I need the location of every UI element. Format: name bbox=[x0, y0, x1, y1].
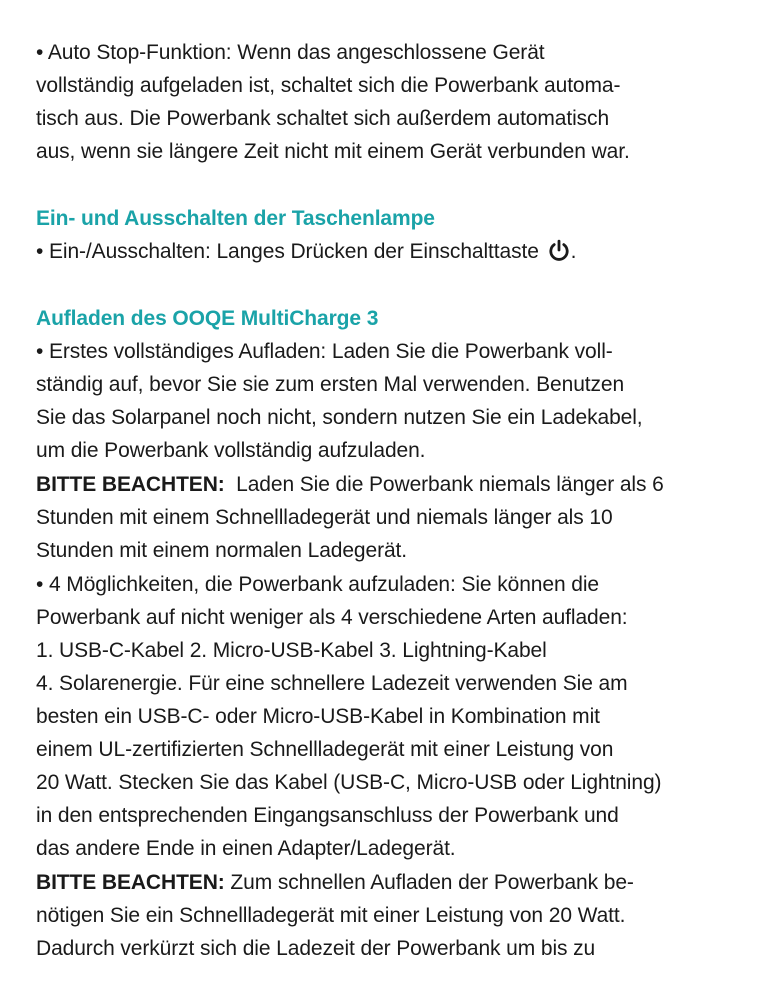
note-2-label: BITTE BEACHTEN: bbox=[36, 871, 225, 894]
first-charge-line: Sie das Solarpanel noch nicht, sondern nutzen Sie ein Ladekabel, bbox=[36, 406, 643, 429]
note-1-text: Laden Sie die Powerbank niemals länger als 6 bbox=[224, 473, 664, 496]
note-2-continuation: nötigen Sie ein Schnellladegerät mit einer Leistung von 20 Watt. bbox=[36, 904, 626, 927]
options-line: Powerbank auf nicht weniger als 4 verschiedene Arten aufladen: bbox=[36, 606, 628, 629]
auto-stop-line: tisch aus. Die Powerbank schaltet sich außerdem automatisch bbox=[36, 107, 610, 130]
note-2-text: Zum schnellen Aufladen der Powerbank be- bbox=[224, 871, 634, 894]
options-line: einem UL-zertifizierten Schnellladegerät mit einer Leistung von bbox=[36, 738, 614, 761]
note-1-line bbox=[36, 468, 664, 501]
flashlight-heading: Ein- und Ausschalten der Taschenlampe bbox=[36, 207, 435, 230]
first-charge-line: um die Powerbank vollständig aufzuladen. bbox=[36, 439, 426, 462]
note-1-continuation: Stunden mit einem normalen Ladegerät. bbox=[36, 539, 408, 562]
flashlight-line-end: . bbox=[570, 240, 577, 263]
options-line: 4. Solarenergie. Für eine schnellere Ladezeit verwenden Sie am bbox=[36, 672, 628, 695]
options-line: 20 Watt. Stecken Sie das Kabel (USB-C, Micro-USB oder Lightning) bbox=[36, 771, 662, 794]
flashlight-line-text: • Ein-/Ausschalten: Langes Drücken der Einschalttaste bbox=[36, 240, 539, 263]
note-2-line bbox=[36, 866, 634, 899]
note-1-continuation: Stunden mit einem Schnellladegerät und niemals länger als 10 bbox=[36, 506, 613, 529]
charging-heading: Aufladen des OOQE MultiCharge 3 bbox=[36, 307, 379, 330]
options-line: in den entsprechenden Eingangsanschluss der Powerbank und bbox=[36, 804, 619, 827]
auto-stop-line: • Auto Stop-Funktion: Wenn das angeschlossene Gerät bbox=[36, 41, 545, 64]
options-line: das andere Ende in einen Adapter/Ladegerät. bbox=[36, 837, 456, 860]
power-icon bbox=[547, 239, 571, 263]
note-2-continuation: Dadurch verkürzt sich die Ladezeit der Powerbank um bis zu bbox=[36, 937, 596, 960]
auto-stop-line: vollständig aufgeladen ist, schaltet sich die Powerbank automa- bbox=[36, 74, 621, 97]
options-line: • 4 Möglichkeiten, die Powerbank aufzuladen: Sie können die bbox=[36, 573, 599, 596]
first-charge-line: ständig auf, bevor Sie sie zum ersten Mal verwenden. Benutzen bbox=[36, 373, 625, 396]
options-line: besten ein USB-C- oder Micro-USB-Kabel in Kombination mit bbox=[36, 705, 600, 728]
note-1-label: BITTE BEACHTEN: bbox=[36, 473, 225, 496]
options-line: 1. USB-C-Kabel 2. Micro-USB-Kabel 3. Lightning-Kabel bbox=[36, 639, 547, 662]
auto-stop-line: aus, wenn sie längere Zeit nicht mit einem Gerät verbunden war. bbox=[36, 140, 630, 163]
flashlight-line bbox=[36, 235, 576, 268]
first-charge-line: • Erstes vollständiges Aufladen: Laden Sie die Powerbank voll- bbox=[36, 340, 613, 363]
